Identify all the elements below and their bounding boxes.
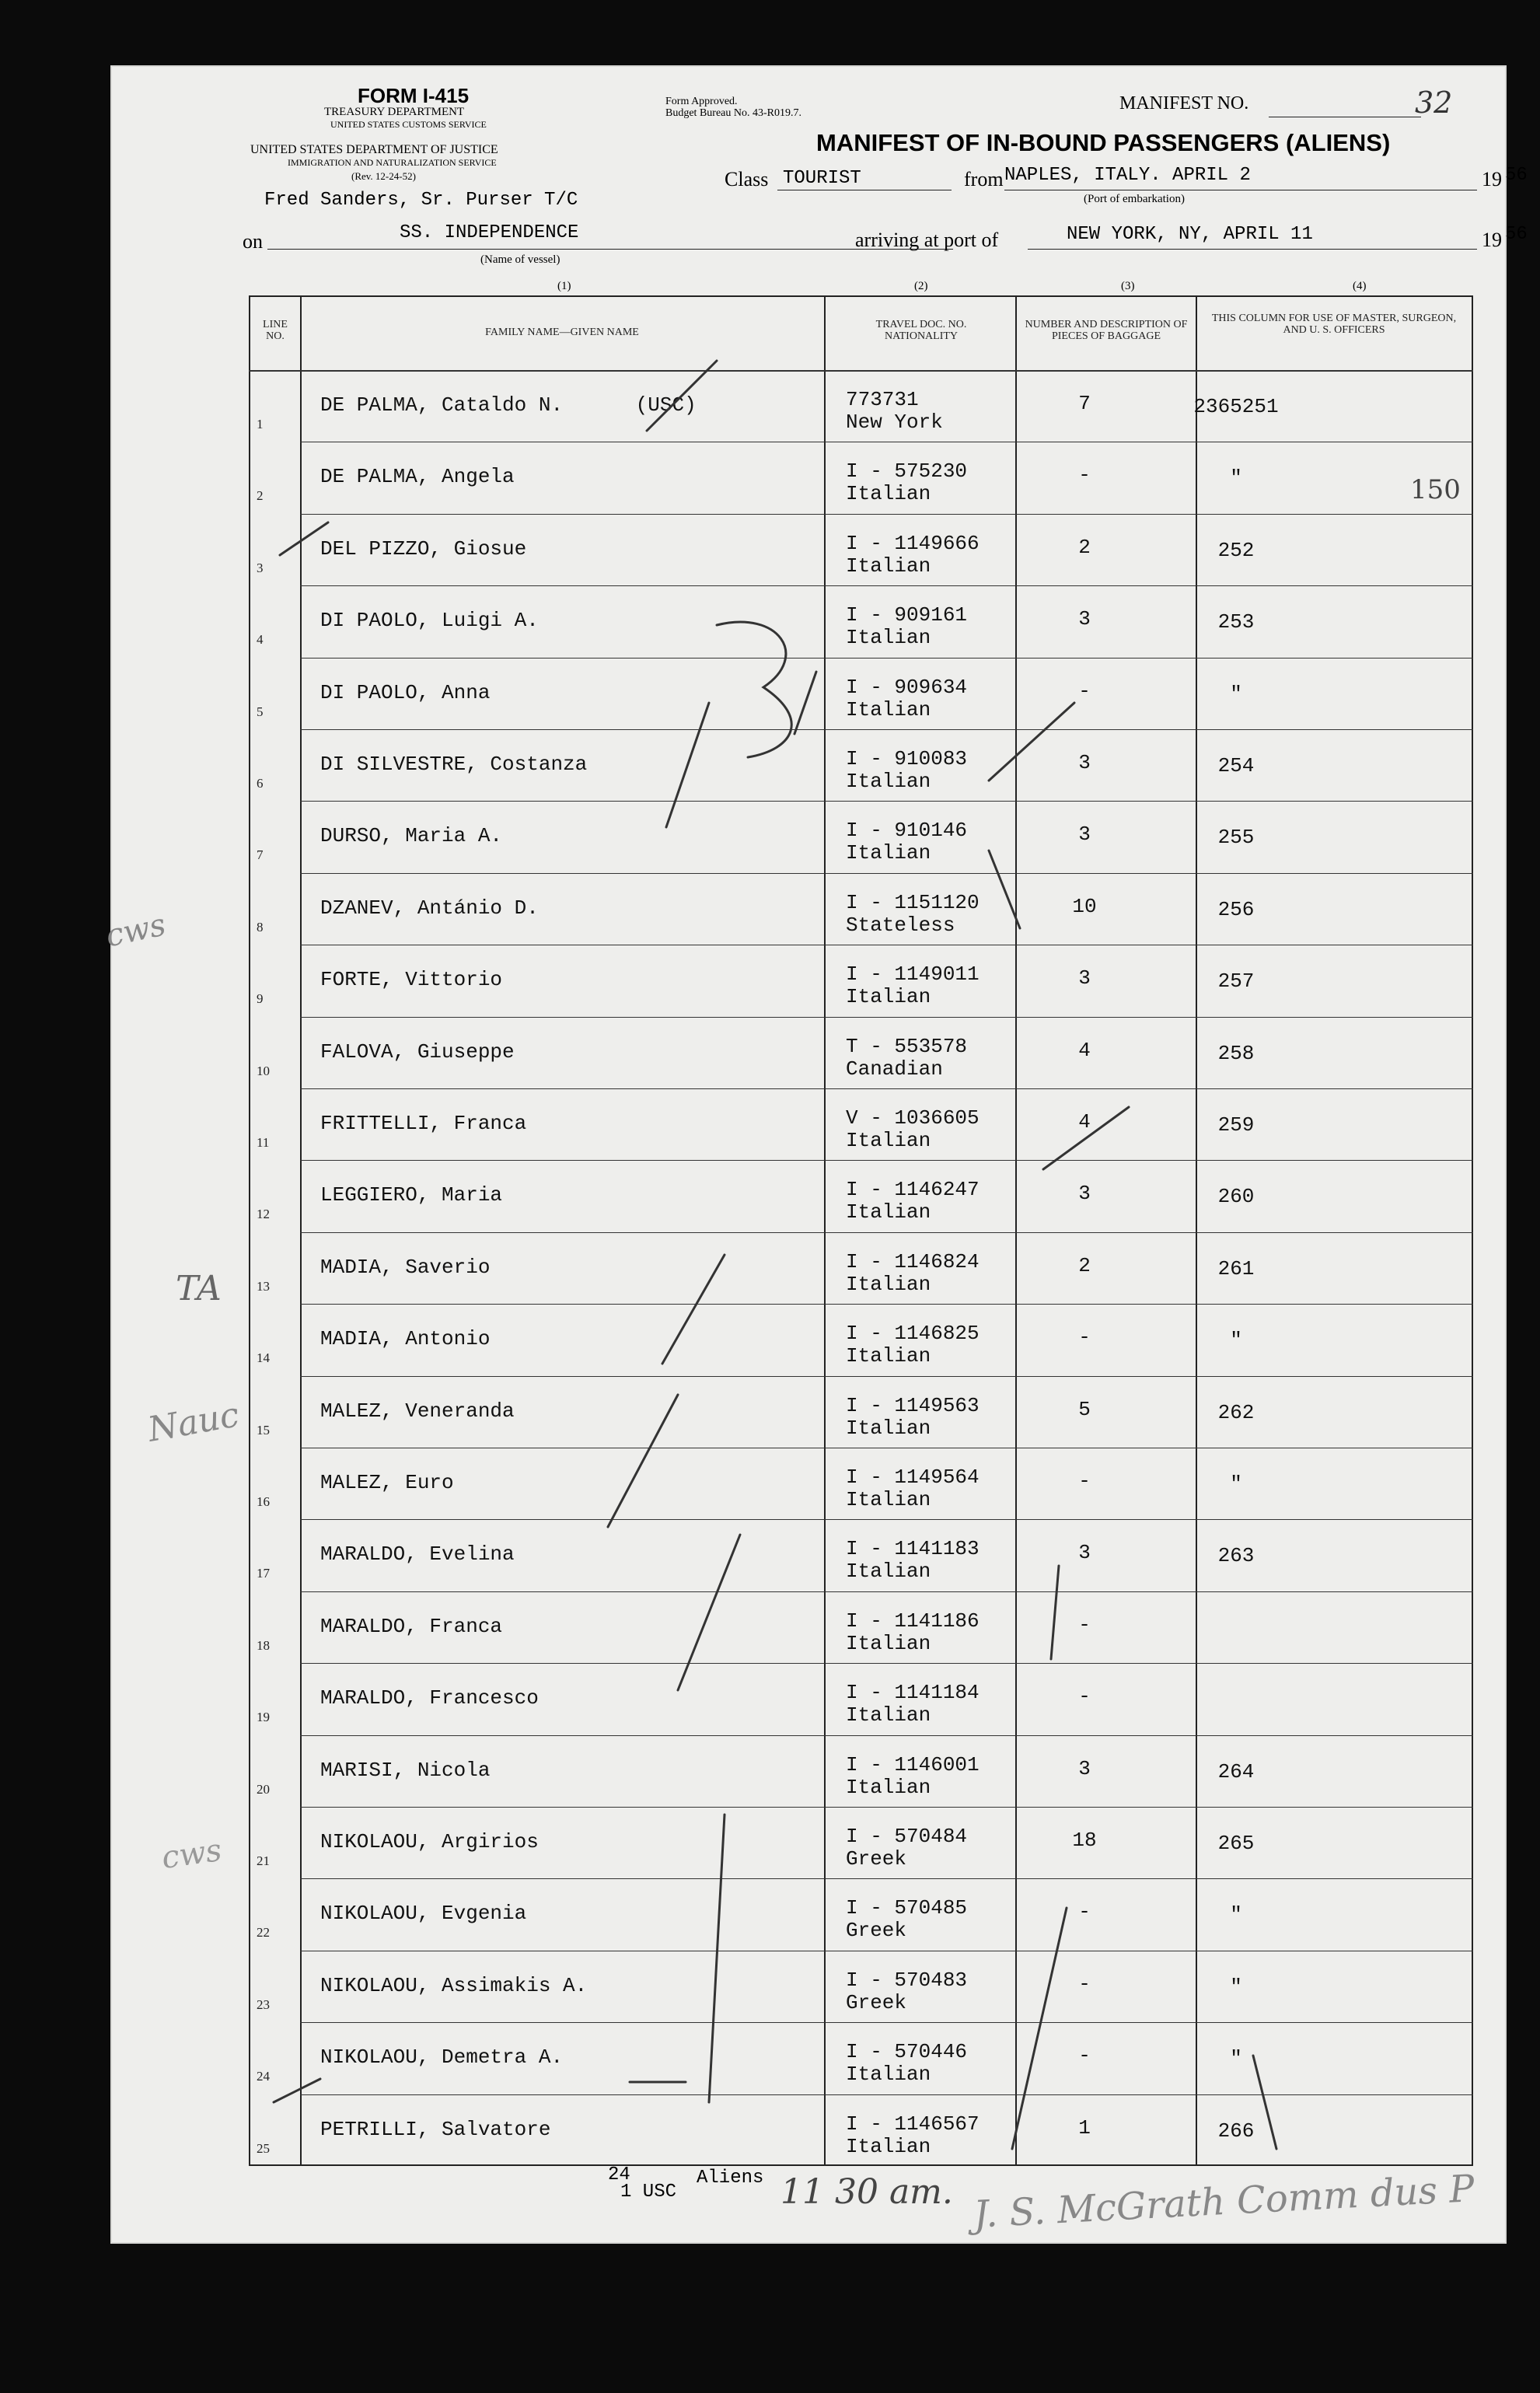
baggage-count: 3: [1078, 1756, 1091, 1780]
officer-entry: 257: [1217, 969, 1255, 994]
doc-number: I - 1149011: [846, 962, 980, 987]
col-header-name: FAMILY NAME—GIVEN NAME: [485, 327, 639, 338]
line-number: 16: [257, 1494, 270, 1509]
bracket-mark: [717, 622, 791, 757]
baggage-count: -: [1078, 463, 1091, 487]
check-mark: [989, 851, 1020, 928]
year1-value: 56: [1505, 165, 1528, 186]
line-number: 8: [257, 919, 264, 934]
nationality: Italian: [846, 1200, 931, 1224]
passenger-name: NIKOLAOU, Demetra A.: [320, 2045, 564, 2070]
passenger-name: DE PALMA, Angela: [320, 465, 515, 489]
side-note-150: 150: [1410, 474, 1461, 505]
customs-service: UNITED STATES CUSTOMS SERVICE: [330, 119, 487, 130]
manifest-page: [103, 65, 1528, 2244]
doc-number: I - 570446: [846, 2040, 968, 2064]
line-number: 23: [257, 1996, 270, 2012]
doc-number: 773731: [846, 388, 919, 411]
passenger-name: DURSO, Maria A.: [320, 824, 503, 848]
passenger-name: NIKOLAOU, Argirios: [320, 1830, 539, 1853]
baggage-count: 10: [1072, 894, 1097, 918]
nationality: Canadian: [846, 1057, 943, 1081]
baggage-count: 2: [1078, 535, 1091, 559]
nationality: Italian: [846, 841, 931, 865]
alien-count: 24: [608, 2164, 630, 2185]
officer-entry: 261: [1217, 1256, 1255, 1280]
check-mark: [678, 1535, 740, 1690]
doc-number: V - 1036605: [846, 1106, 980, 1130]
doc-number: I - 1146824: [846, 1249, 980, 1273]
officer-entry: 266: [1217, 2119, 1255, 2143]
col-number-2: (2): [914, 280, 928, 292]
nationality: Italian: [846, 770, 931, 793]
passenger-name: MADIA, Saverio: [320, 1255, 491, 1279]
revision: (Rev. 12-24-52): [351, 170, 416, 182]
col-header-line: LINE NO.: [263, 319, 288, 342]
line-number: 13: [257, 1278, 270, 1294]
officer-entry: 253: [1217, 610, 1255, 634]
officer-entry: ": [1230, 1903, 1242, 1927]
nationality: New York: [846, 410, 943, 434]
passenger-name: PETRILLI, Salvatore: [320, 2117, 551, 2141]
baggage-count: -: [1078, 1900, 1091, 1924]
col-number-1: (1): [557, 280, 571, 292]
doc-number: I - 1146825: [846, 1322, 980, 1346]
baggage-count: 3: [1078, 1182, 1091, 1206]
baggage-count: 3: [1078, 823, 1091, 847]
line-number: 24: [257, 2069, 270, 2084]
officer-entry: 260: [1217, 1185, 1255, 1209]
ins: IMMIGRATION AND NATURALIZATION SERVICE: [288, 157, 497, 168]
line-number: 10: [257, 1063, 270, 1078]
usc-count: 1 USC: [620, 2182, 677, 2203]
officer-entry: 256: [1217, 897, 1255, 921]
officer-entry: 264: [1217, 1759, 1255, 1783]
doj: UNITED STATES DEPARTMENT OF JUSTICE: [250, 143, 498, 156]
doc-number: I - 1146247: [846, 1178, 980, 1202]
doc-number: I - 1149563: [846, 1393, 980, 1417]
nationality: Italian: [846, 1344, 931, 1368]
line-number: 1: [257, 417, 264, 431]
baggage-count: 7: [1078, 392, 1091, 415]
doc-number: I - 910083: [846, 747, 968, 770]
nationality: Stateless: [846, 913, 955, 937]
check-mark: [662, 1255, 725, 1364]
passenger-name: LEGGIERO, Maria: [320, 1183, 503, 1207]
arrival-value: NEW YORK, NY, APRIL 11: [1067, 224, 1313, 245]
margin-note-nauc: Nauc: [145, 1395, 243, 1450]
check-mark: [666, 703, 709, 827]
nationality: Italian: [846, 1129, 931, 1152]
nationality: Italian: [846, 1703, 931, 1728]
doc-number: I - 570485: [846, 1896, 968, 1920]
passenger-name: DI PAOLO, Luigi A.: [320, 609, 539, 633]
line-number: 18: [257, 1637, 270, 1653]
passenger-name: NIKOLAOU, Evgenia: [320, 1902, 527, 1926]
port-embark-label: (Port of embarkation): [1084, 193, 1185, 205]
check-mark: [647, 361, 717, 431]
officer-entry: 254: [1217, 754, 1255, 777]
line-number: 19: [257, 1710, 270, 1725]
nationality: Italian: [846, 2063, 931, 2087]
manifest-no-label: MANIFEST NO.: [1119, 93, 1249, 114]
col-header-officer: THIS COLUMN FOR USE OF MASTER, SURGEON, AND U. S. OFFICERS: [1211, 313, 1457, 336]
passenger-name: MALEZ, Euro: [320, 1471, 454, 1494]
nationality: Italian: [846, 985, 931, 1009]
passenger-name: FORTE, Vittorio: [320, 968, 503, 992]
baggage-count: 2: [1078, 1253, 1091, 1277]
officer-entry: ": [1230, 1975, 1242, 1999]
line-number: 11: [257, 1135, 270, 1150]
aliens-label: Aliens: [697, 2168, 764, 2189]
check-mark: [280, 522, 328, 555]
year2-prefix: 19: [1482, 229, 1502, 251]
officer-entry: 2365251: [1193, 395, 1279, 418]
line-number: 6: [257, 776, 264, 791]
baggage-count: 3: [1078, 607, 1091, 631]
nationality: Italian: [846, 1631, 931, 1655]
manifest-no: 32: [1415, 86, 1453, 120]
passenger-name: NIKOLAOU, Assimakis A.: [320, 1973, 588, 1997]
baggage-count: -: [1078, 1612, 1091, 1637]
year2-value: 56: [1505, 224, 1528, 245]
line-number: 5: [257, 704, 264, 719]
form-approved: Form Approved.: [665, 96, 738, 107]
on-label: on: [243, 230, 263, 253]
passenger-name: DEL PIZZO, Giosue: [320, 536, 527, 561]
baggage-count: 1: [1078, 2115, 1091, 2140]
line-number: 4: [257, 632, 264, 648]
baggage-count: -: [1078, 1685, 1091, 1709]
doc-number: I - 909634: [846, 675, 968, 699]
nationality: Italian: [846, 697, 931, 721]
nationality: Greek: [846, 1990, 907, 2014]
officer-entry: 258: [1217, 1041, 1255, 1065]
doc-number: T - 553578: [846, 1034, 968, 1058]
line-number: 7: [257, 847, 264, 863]
check-mark: [274, 2079, 320, 2102]
handwritten-time: 11 30 am.: [780, 2172, 953, 2212]
vessel-name: SS. INDEPENDENCE: [400, 222, 579, 243]
passenger-name: MARALDO, Francesco: [320, 1686, 539, 1710]
nationality: Italian: [846, 1272, 931, 1296]
nationality: Italian: [846, 2134, 931, 2158]
officer-signature: J. S. McGrath Comm dus P: [972, 2167, 1475, 2237]
baggage-count: 5: [1078, 1397, 1091, 1421]
doc-number: I - 575230: [846, 459, 968, 484]
officer-entry: 259: [1217, 1113, 1255, 1137]
col-header-doc: TRAVEL DOC. NO. NATIONALITY: [875, 319, 967, 342]
officer-entry: 255: [1217, 826, 1255, 850]
bracket-mark: [709, 1815, 725, 2102]
officer-entry: 263: [1217, 1544, 1255, 1568]
line-number: 9: [257, 991, 264, 1007]
nationality: Italian: [846, 1488, 931, 1511]
nationality: Italian: [846, 554, 931, 578]
officer-entry: 262: [1217, 1400, 1255, 1424]
year1-prefix: 19: [1482, 168, 1502, 190]
passenger-name: MADIA, Antonio: [320, 1327, 491, 1351]
passenger-name: MARALDO, Evelina: [320, 1542, 515, 1567]
officer-entry: 265: [1217, 1832, 1255, 1855]
baggage-count: 3: [1078, 966, 1091, 990]
nationality: Italian: [846, 482, 931, 506]
officer-entry: ": [1230, 2047, 1242, 2071]
baggage-count: 4: [1078, 1038, 1091, 1062]
check-mark: [989, 703, 1074, 781]
baggage-count: -: [1078, 2044, 1091, 2068]
col-number-3: (3): [1121, 280, 1135, 292]
doc-number: I - 1151120: [846, 890, 980, 914]
passenger-name: MARALDO, Franca: [320, 1614, 503, 1638]
nationality: Italian: [846, 1560, 931, 1584]
line-number: 22: [257, 1925, 270, 1941]
passenger-name: MARISI, Nicola: [320, 1758, 491, 1782]
line-number: 25: [257, 2140, 270, 2156]
officer-entry: ": [1230, 1472, 1242, 1496]
class-label: Class: [725, 168, 769, 190]
officer-entry: ": [1230, 1329, 1242, 1353]
doc-number: I - 1146001: [846, 1752, 980, 1776]
nationality: Greek: [846, 1847, 907, 1871]
passenger-name: DZANEV, Antánio D.: [320, 896, 539, 920]
nationality: Greek: [846, 1919, 907, 1943]
officer-entry: 252: [1217, 538, 1255, 562]
from-value: NAPLES, ITALY. APRIL 2: [1004, 165, 1251, 186]
line-number: 20: [257, 1781, 270, 1797]
passenger-name: FALOVA, Giuseppe: [320, 1039, 515, 1064]
margin-note-cws-1: cws: [103, 907, 169, 955]
doc-number: I - 1149666: [846, 531, 980, 555]
baggage-count: -: [1078, 1972, 1091, 1996]
officer-entry: ": [1230, 682, 1242, 706]
doc-number: I - 1149564: [846, 1465, 980, 1489]
baggage-count: 3: [1078, 751, 1091, 774]
class-value: TOURIST: [783, 168, 861, 189]
margin-note-cws-2: cws: [159, 1832, 224, 1877]
vessel-label: (Name of vessel): [480, 253, 560, 266]
baggage-count: 3: [1078, 1541, 1091, 1565]
nationality: Italian: [846, 1775, 931, 1799]
check-mark: [1051, 1566, 1059, 1659]
doc-number: I - 1146567: [846, 2112, 980, 2136]
line-number: 3: [257, 560, 264, 575]
treasury-dept: TREASURY DEPARTMENT: [324, 106, 465, 118]
passenger-name: FRITTELLI, Franca: [320, 1112, 527, 1135]
nationality: Italian: [846, 626, 931, 650]
line-number: 17: [257, 1566, 270, 1581]
passenger-name: DE PALMA, Cataldo N. (USC): [320, 393, 697, 417]
line-number: 2: [257, 488, 264, 504]
doc-number: I - 910146: [846, 819, 968, 843]
baggage-count: 18: [1072, 1829, 1097, 1852]
doc-number: I - 1141183: [846, 1537, 980, 1561]
check-mark: [1012, 1908, 1067, 2149]
from-label: from: [964, 168, 1004, 190]
doc-number: I - 570484: [846, 1825, 968, 1848]
baggage-count: -: [1078, 679, 1091, 703]
purser: Fred Sanders, Sr. Purser T/C: [264, 190, 578, 211]
form-number: FORM I-415: [358, 84, 470, 107]
line-number: 21: [257, 1853, 270, 1868]
check-mark: [794, 672, 816, 734]
passenger-name: DI SILVESTRE, Costanza: [320, 753, 588, 776]
pencil-marks: [110, 65, 1507, 2244]
officer-entry: ": [1230, 466, 1242, 491]
doc-number: I - 909161: [846, 603, 968, 627]
col-number-4: (4): [1353, 280, 1367, 292]
check-mark: [608, 1395, 678, 1527]
arriving-label: arriving at port of: [855, 229, 999, 251]
passenger-name: DI PAOLO, Anna: [320, 680, 491, 704]
doc-number: I - 1141186: [846, 1609, 980, 1633]
doc-number: I - 1141184: [846, 1681, 980, 1705]
line-number: 12: [257, 1207, 270, 1222]
margin-note-ta: TA: [176, 1269, 222, 1308]
manifest-title: MANIFEST OF IN-BOUND PASSENGERS (ALIENS): [816, 129, 1391, 156]
baggage-count: 4: [1078, 1110, 1091, 1134]
passenger-name: MALEZ, Veneranda: [320, 1399, 515, 1423]
baggage-count: -: [1078, 1326, 1091, 1350]
baggage-count: -: [1078, 1469, 1091, 1493]
check-mark: [1253, 2056, 1276, 2149]
budget-bureau: Budget Bureau No. 43-R019.7.: [665, 107, 801, 119]
line-number: 15: [257, 1422, 270, 1438]
col-header-baggage: NUMBER AND DESCRIPTION OF PIECES OF BAGGAGE: [1025, 319, 1188, 342]
line-number: 14: [257, 1350, 270, 1366]
check-mark: [1043, 1107, 1129, 1169]
doc-number: I - 570483: [846, 1968, 968, 1992]
nationality: Italian: [846, 1416, 931, 1440]
